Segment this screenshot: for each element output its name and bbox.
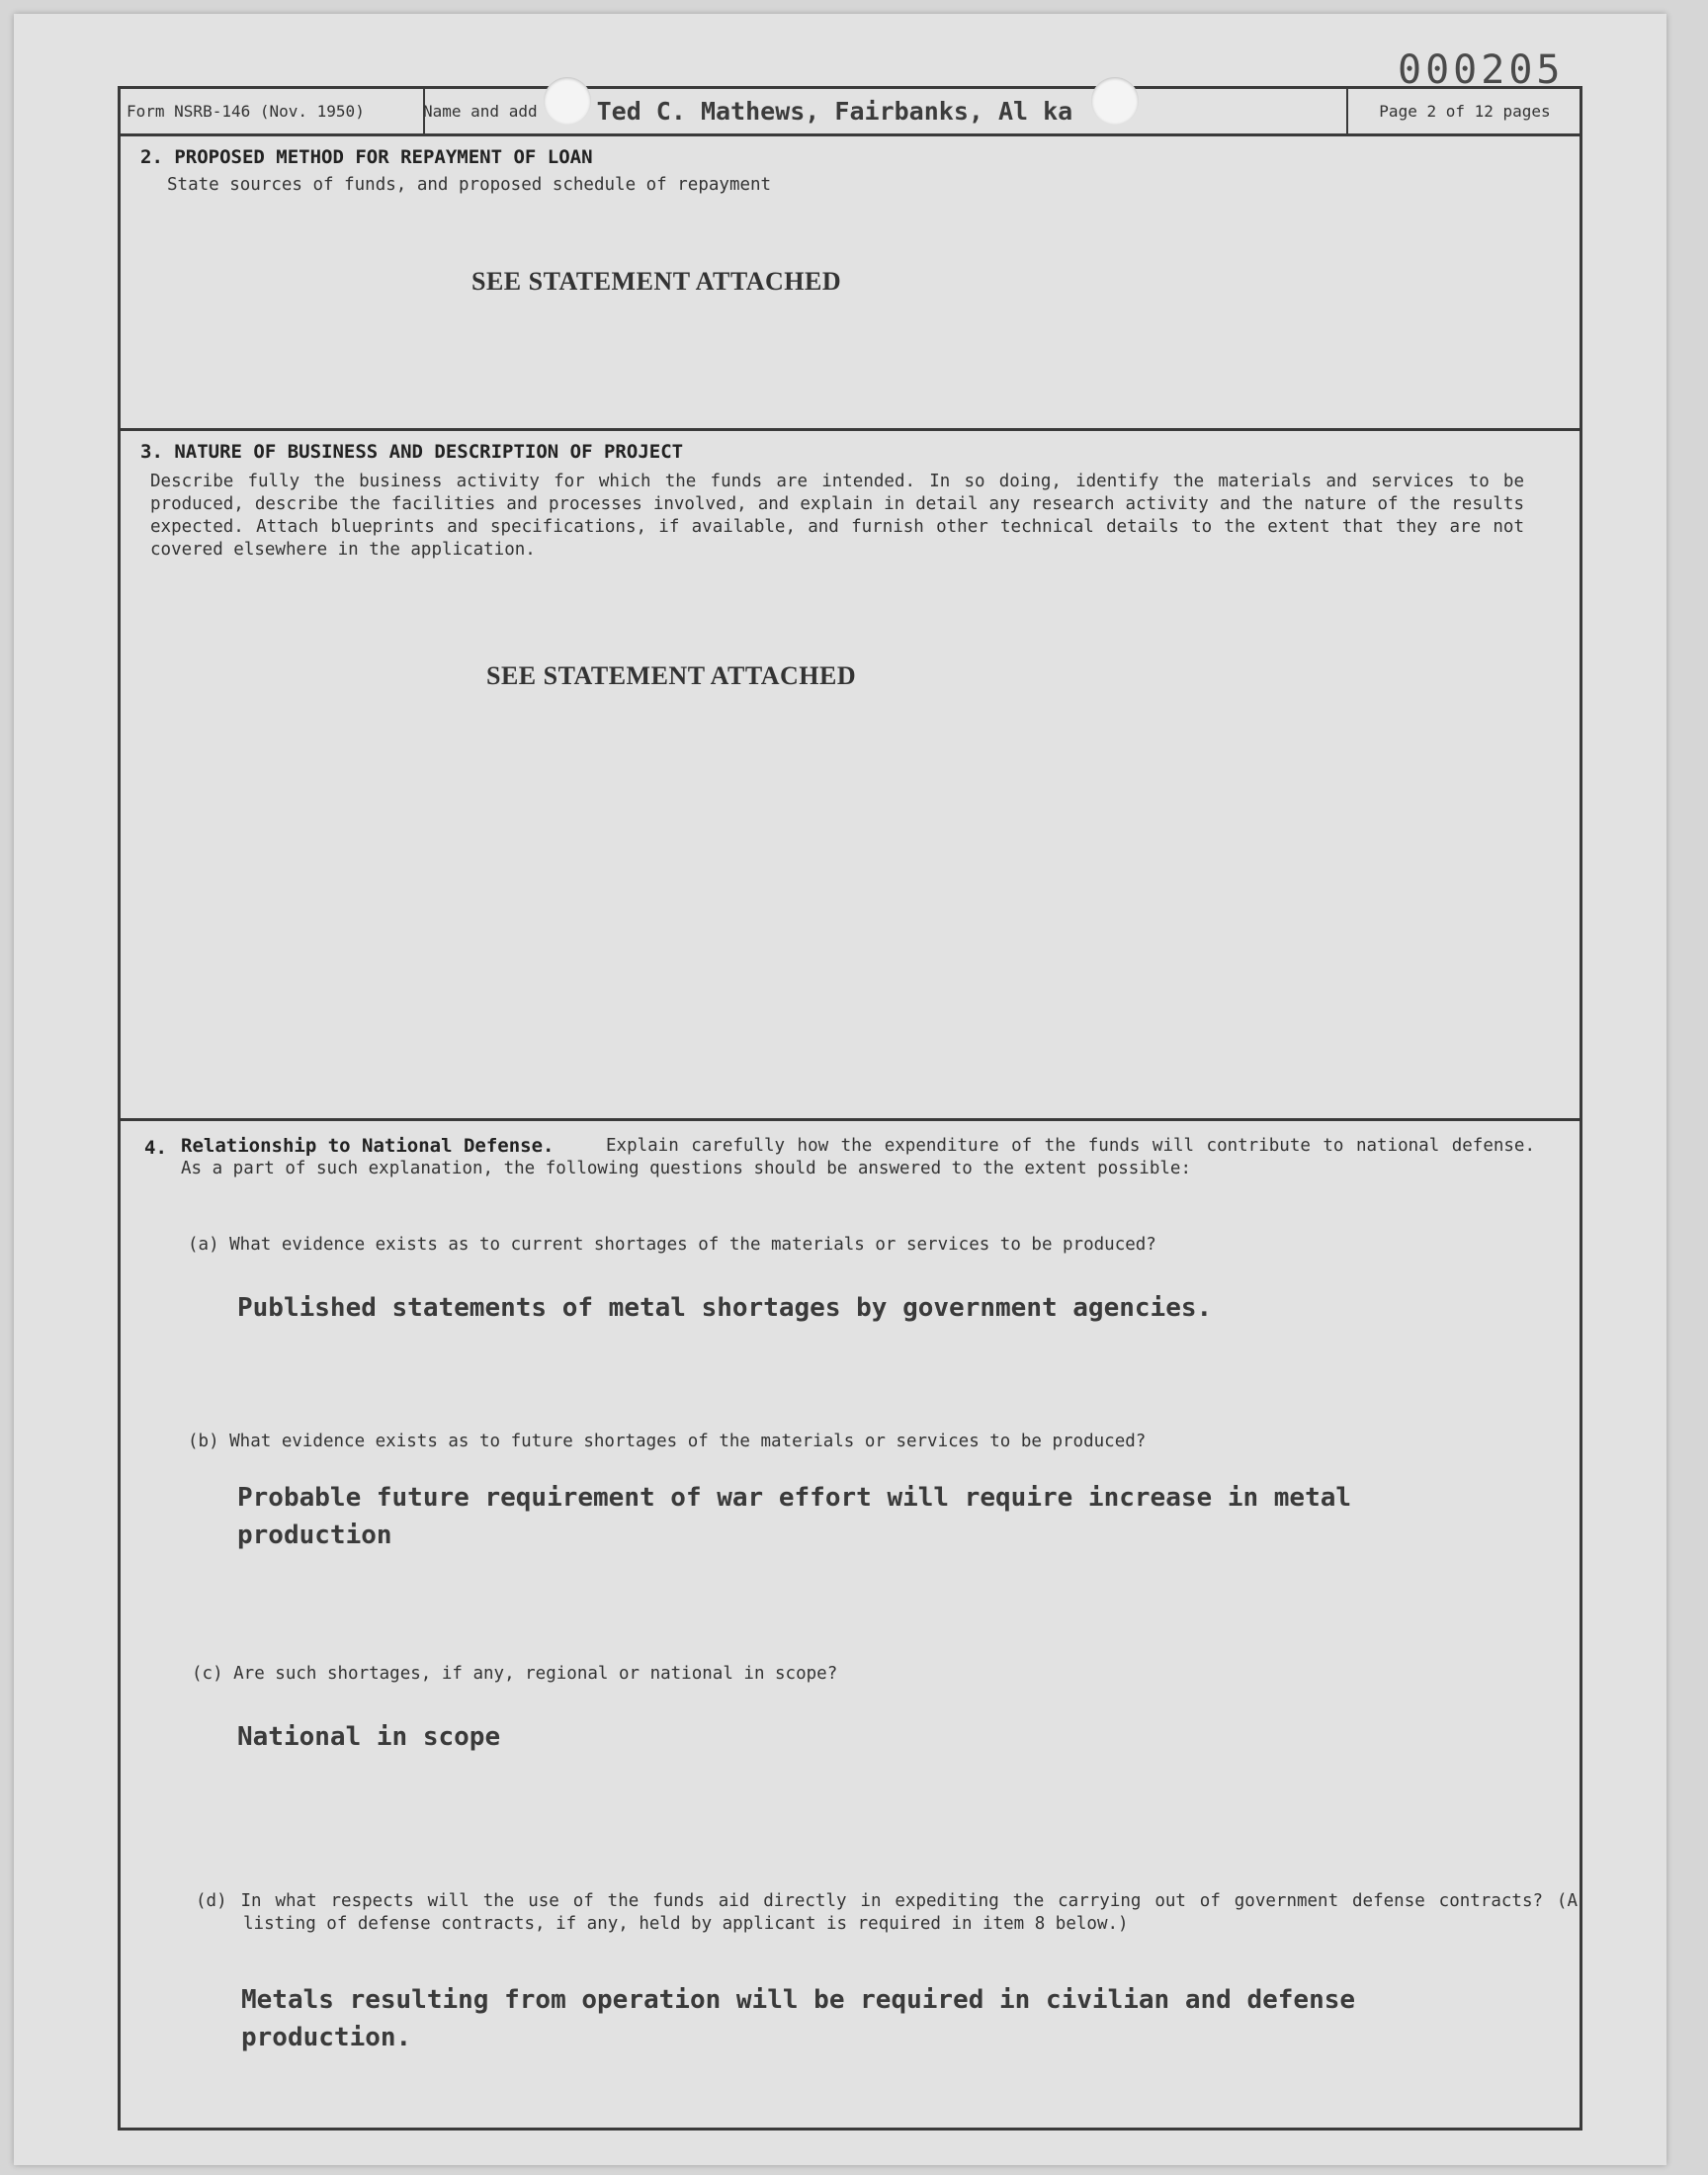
section-4-intro: Explain carefully how the expenditure of the funds will contribute to national defense. As a part of such explanation, the following questions should be answered to the extent possible: xyxy=(181,1136,1535,1178)
question-a: (a) What evidence exists as to current shortages of the materials or services to be produced? xyxy=(188,1235,1156,1255)
section-repayment xyxy=(121,136,1580,431)
section-3-title: 3. NATURE OF BUSINESS AND DESCRIPTION OF PROJECT xyxy=(140,441,684,463)
form-frame xyxy=(118,86,1582,2131)
name-address-label: Name and add xyxy=(423,102,538,121)
answer-c: National in scope xyxy=(237,1722,501,1752)
form-id: Form NSRB-146 (Nov. 1950) xyxy=(121,89,425,133)
answer-d: Metals resulting from operation will be required in civilian and defense production. xyxy=(241,1985,1356,2052)
section-2-answer: SEE STATEMENT ATTACHED xyxy=(471,267,842,296)
section-national-defense xyxy=(121,1121,1580,2128)
punch-hole-right xyxy=(1091,77,1139,125)
section-3-answer: SEE STATEMENT ATTACHED xyxy=(486,661,857,690)
section-2-instruction: State sources of funds, and proposed schedule of repayment xyxy=(167,175,772,195)
section-2-title: 2. PROPOSED METHOD FOR REPAYMENT OF LOAN xyxy=(140,146,593,168)
page-info: Page 2 of 12 pages xyxy=(1346,89,1581,133)
form-header xyxy=(121,89,1580,136)
question-d: (d) In what respects will the use of the funds aid directly in expediting the carrying out of government defense contracts? (A listing of defense contracts, if any, held by applicant is required in item 8 below.) xyxy=(196,1891,1578,1934)
section-3-instruction: Describe fully the business activity for which the funds are intended. In so doing, identify the materials and services to be produced, describe the facilities and processes involved, and explain in detail any research activity and the nature of the results expected. Attach blueprints and specifications, if available, and furnish other technical details to the extent that they are not covered elsewhere in the application. xyxy=(150,472,1524,560)
section-business xyxy=(121,431,1580,1121)
document-page xyxy=(14,14,1666,2165)
applicant-name: Ted C. Mathews, Fairbanks, Al ka xyxy=(596,97,1073,126)
answer-b: Probable future requirement of war effort will require increase in metal production xyxy=(237,1483,1352,1550)
section-4-title: Relationship to National Defense. xyxy=(181,1135,555,1157)
document-number: 000205 xyxy=(1398,47,1565,93)
question-c: (c) Are such shortages, if any, regional or national in scope? xyxy=(192,1664,838,1684)
section-4-number: 4. xyxy=(144,1137,167,1159)
punch-hole-left xyxy=(544,77,591,125)
answer-a: Published statements of metal shortages by government agencies. xyxy=(237,1293,1213,1323)
question-b: (b) What evidence exists as to future shortages of the materials or services to be produced? xyxy=(188,1432,1147,1451)
